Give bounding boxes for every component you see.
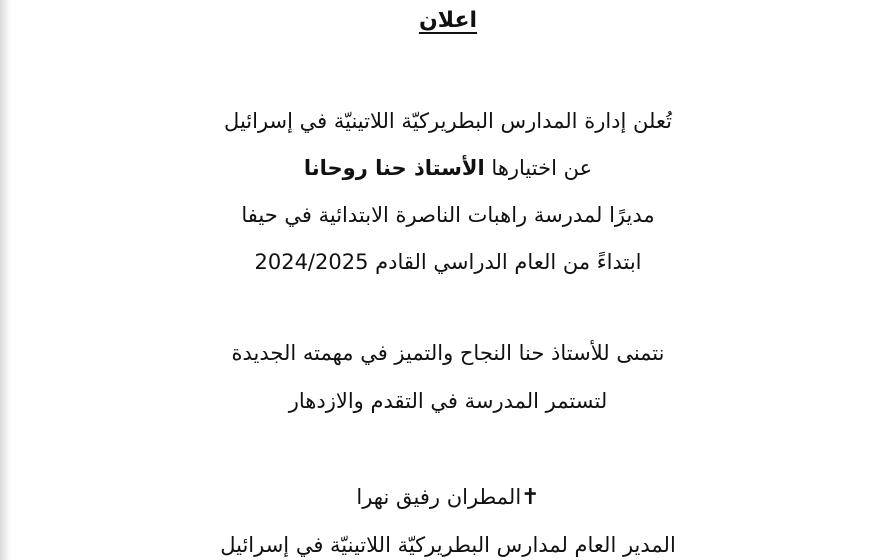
- announcement-title-text: اعلان: [418, 8, 478, 33]
- appointee-name: الأستاذ حنا روحانا: [303, 156, 485, 180]
- announcement-line-3: مديرًا لمدرسة راهبات الناصرة الابتدائية في حيفا: [241, 203, 655, 227]
- line-2-prefix: عن اختيارها: [491, 156, 593, 180]
- signature-title: المدير العام لمدارس البطريركيّة اللاتينيّة في إسرائيل: [220, 533, 676, 557]
- wish-line-1: نتمنى للأستاذ حنا النجاح والتميز في مهمته الجديدة: [231, 341, 665, 365]
- announcement-line-2: [0, 153, 896, 183]
- cross-icon: ✝: [521, 485, 540, 510]
- announcement-title: [0, 6, 896, 36]
- announcement-line-4: ابتداءً من العام الدراسي القادم 2024/2025: [254, 250, 642, 274]
- signature-name: المطران رفيق نهرا: [356, 485, 522, 509]
- announcement-line-1: تُعلن إدارة المدارس البطريركيّة اللاتينيّة في إسرائيل: [224, 109, 672, 133]
- wish-line-2: لتستمر المدرسة في التقدم والازدهار: [288, 389, 608, 413]
- signature-line: [0, 482, 896, 513]
